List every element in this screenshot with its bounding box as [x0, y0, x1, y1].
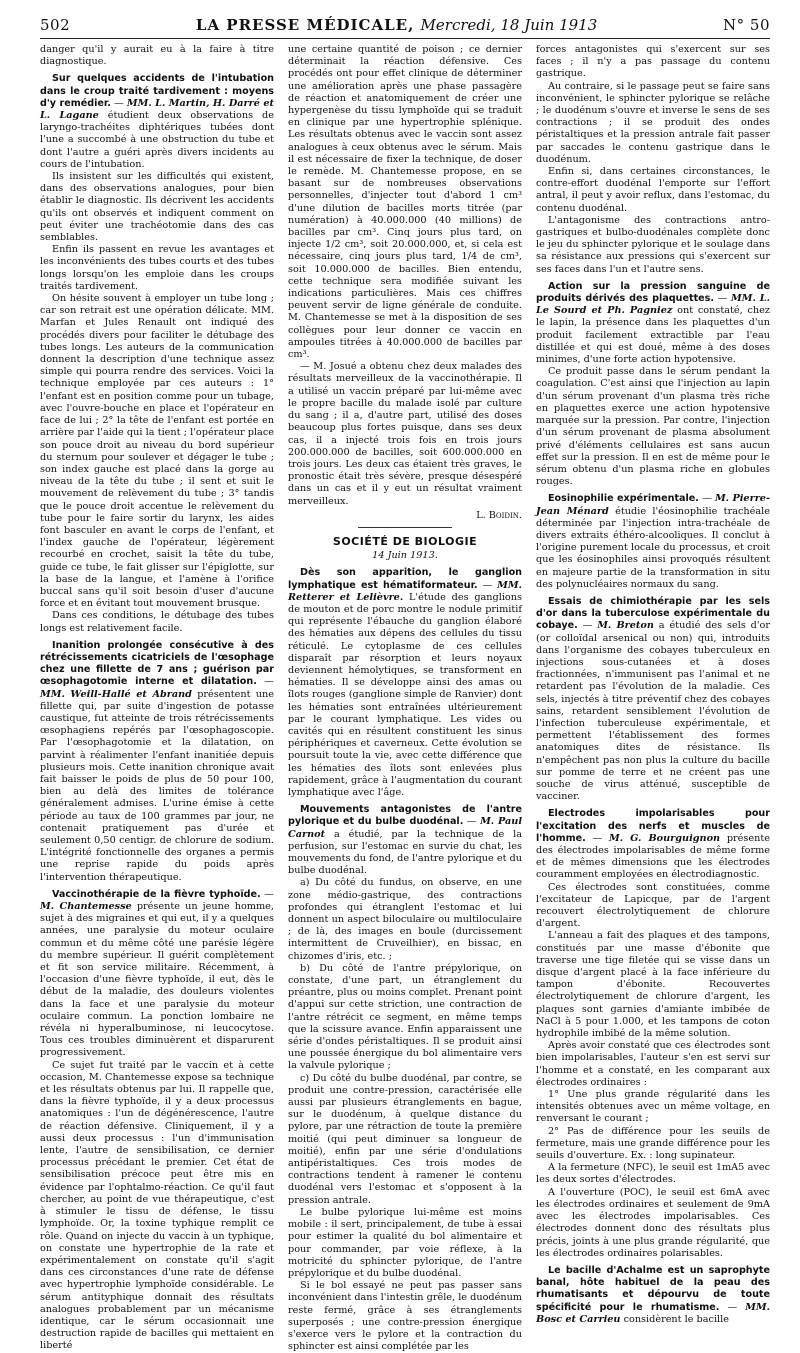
paragraph: Ce produit passe dans le sérum pendant la coagulation. C'est ainsi que l'injection au lapin d'un sérum provenant d'un plasma très riche en plaquettes exerce une action hypotensive marquée sur la pression. Par contre, l'injection d'un sérum provenant de plasma absolument privé d'éléments cellulaires est sans aucun effet sur la pression. Il en est de même pour le sérum obtenu d'un plasma riche en globules rouges.	[536, 366, 770, 488]
article-title: Action sur la pression sanguine de produits dérivés des plaquettes.	[536, 280, 770, 305]
paragraph: Dans ces conditions, le détubage des tubes longs est relativement facile.	[40, 610, 274, 634]
page-header	[40, 16, 770, 39]
list-item: A la fermeture (NFC), le seuil est 1mA5 avec les deux sortes d'électrodes.	[536, 1162, 770, 1186]
article-title: Vaccinothérapie de la fièvre typhoïde.	[52, 888, 261, 900]
findings-list	[536, 1089, 770, 1260]
paragraph: forces antagonistes qui s'exercent sur ses faces ; il n'y a pas passage du contenu gastrique.	[536, 44, 770, 80]
paragraph: a étudié, par la technique de la perfusion, sur l'estomac en survie du chat, les mouvements du fond, de l'antre pylorique et du bulbe duodénal.	[288, 828, 522, 877]
paragraph: Ils insistent sur les difficultés qui existent, dans des observations analogues, pour bien établir le diagnostic. Ils décrivent les accidents qu'ils ont observés et indiquent comment on peut éviter une trachéotomie dans des cas semblables.	[40, 171, 274, 244]
article-intubation: Sur quelques accidents de l'intubation dans le croup traité tardivement : moyens d'y remédier. — MM. L. Martin, H. Darré et L. Lagane étudient deux observations de laryngo-trachéites diphtériques tubées dont l'une a succombé à une obstruction du tube et dont l'autre a guéri après divers incidents au cours de l'intubation.	[40, 73, 274, 170]
paragraph: étudie l'éosinophilie trachéale déterminée par l'injection intra-trachéale de divers extraits éthéro-alcooliques. Il conclut à l'origine purement locale du processus, et croit que les éosinophiles ainsi provoqués résultent en majeure partie de la transformation in situ des polynucléaires normaux du sang.	[536, 505, 770, 590]
paragraph: L'anneau a fait des plaques et des tampons, constitués par une masse d'ébonite que traverse une tige filetée qui se visse dans un disque d'argent placé à la face inférieure du tampon d'ébonite. Recouvertes électrolytiquement de chlorure d'argent, les plaques sont garnies d'amiante imbibée de NaCl à 5 pour 1.000, et les tampons de coton hydrophile imbibé de la même solution.	[536, 930, 770, 1040]
list-item: 1° Une plus grande régularité dans les intensités obtenues avec un même voltage, en renversant le courant ;	[536, 1089, 770, 1125]
article-title: Mouvements antagonistes de l'antre pylorique et du bulbe duodénal.	[288, 804, 522, 828]
article-title: Essais de chimiothérapie par les sels d'or dans la tuberculose expérimentale du cobaye.	[536, 595, 770, 632]
paragraph: Ces électrodes sont constituées, comme l'excitateur de Lapicque, par de l'argent recouvert électrolytiquement de chlorure d'argent.	[536, 881, 770, 930]
paragraph: présente un jeune homme, sujet à des migraines et qui eut, il y a quelques années, une paralysie du moteur oculaire commun et du même côté une parésie légère du membre supérieur. Il guérit complètement et fit son service militaire. Récemment, à l'occasion d'une fièvre typhoïde, il eut, dès le début de la maladie, des douleurs violentes dans la face et une paralysie du moteur oculaire commun. La ponction lombaire ne révéla ni hyperalbuminose, ni leucocytose. Tous ces troubles diminuèrent et disparurent progressivement.	[40, 901, 274, 1059]
article-title: Le bacille d'Achalme est un saprophyte banal, hôte habituel de la peau des rhumatisants et dépourvu de toute spécificité pour le rhumatisme.	[536, 1264, 770, 1313]
article-eosinophilie: Eosinophilie expérimentale. — M. Pierre-Jean Ménard étudie l'éosinophilie trachéale déterminée par l'injection intra-trachéale de divers extraits éthéro-alcooliques. Il conclut à l'origine purement locale du processus, et croit que les éosinophiles ainsi provoqués résultent en majeure partie de la transformation in situ des polynucléaires normaux du sang.	[536, 493, 770, 590]
paragraph: Après avoir constaté que ces électrodes sont bien impolarisables, l'auteur s'en est servi sur l'homme et a constaté, en les comparant aux électrodes ordinaires :	[536, 1040, 770, 1088]
paragraph: considèrent le bacille	[623, 1313, 729, 1325]
article-authors: MM. L. Le Sourd et Ph. Pagniez	[536, 293, 770, 317]
divider	[358, 527, 452, 528]
paragraph: Enfin si, dans certaines circonstances, le contre-effort duodénal l'emporte sur l'effort antral, il peut y avoir reflux, dans l'estomac, du contenu duodénal.	[536, 166, 770, 214]
page-number: 502	[40, 16, 71, 34]
column-left	[40, 44, 274, 1352]
article-authors: MM. Weill-Hallé et Abrand	[40, 688, 192, 700]
column-middle	[288, 44, 522, 1353]
paragraph: Ce sujet fut traité par le vaccin et à cette occasion, M. Chantemesse expose sa technique et les résultats obtenus par lui. Il rappelle que, dans la fièvre typhoïde, il y a deux processus anatomiques : l'un de dégénérescence, l'autre de réaction défensive. Cliniquement, il y a aussi deux processus : l'un d'immunisation lente, l'autre de sensibilisation, ce dernier processus précédant le premier. Cet état de sensibilisation précoce peut être mis en évidence par l'ophtalmo-réaction. Ce qu'il faut chercher, au point de vue thérapeutique, c'est à stimuler le tissu de défense, le tissu lymphoïde. Or, la toxine typhique remplit ce rôle. Quand on injecte du vaccin à un typhique, on constate une hypertrophie de la rate et expérimentalement on constate qu'il s'agit dans ces circonstances d'une rate de défense avec hypertrophie lymphoïde considérable. Le sérum antityphique donnait des résultats analogues probablement par un mécanisme identique, car le sérum occasionnait une destruction rapide de bacilles qui mettaient en liberté	[40, 1059, 274, 1352]
paragraph: Le bulbe pylorique lui-même est moins mobile : il sert, principalement, de tube à essai pour estimer la qualité du bol alimentaire et pour commander, par voie réflexe, à la motricité du sphincter pylorique, de l'antre prépylorique et du bulbe duodénal.	[288, 1206, 522, 1279]
article-plaquettes: Action sur la pression sanguine de produits dérivés des plaquettes. — MM. L. Le Sourd et Ph. Pagniez ont constaté, chez le lapin, la présence dans les plaquettes d'un produit facilement extractible par l'eau distillée et qui est doué, même à des doses minimes, d'une forte action hypotensive.	[536, 280, 770, 366]
text-columns	[40, 44, 770, 1353]
article-authors: M. Breton	[597, 620, 654, 632]
paragraph: L'antagonisme des contractions antro-gastriques et bulbo-duodénales complète donc le jeu du sphincter pylorique et le soulage dans sa résistance aux pressions qui s'exercent sur ses faces dans l'un et l'autre sens.	[536, 214, 770, 275]
paragraph: a) Du côté du fundus, on observe, en une zone médio-gastrique, des contractions profondes qui étranglent l'estomac et lui donnent un aspect biloculaire ou multiloculaire ; de là, des images en boule (durcissement intermittent de Cruveilhier), en bissac, en chizomes d'iris, etc. ;	[288, 877, 522, 962]
article-ganglion: Dès son apparition, le ganglion lymphatique est hématiformateur. — MM. Retterer et Lelièvre. L'étude des ganglions de mouton et de porc montre le nodule primitif qui représente l'ébauche du ganglion élaboré des hématies aux dépens des cellules du tissu réticulé. Le cytoplasme de ces cellules disparaît par résorption et leurs noyaux deviennent hémolytiques, se transforment en hématies. Il se développe ainsi des amas ou îlots rouges (ganglione simple de Ranvier) dont les hématies sont entraînées ultérieurement par le courant lymphatique. Les vides ou cavités qui en résultent constituent les sinus périphériques et caverneux. Cette évolution se poursuit toute la vie, avec cette différence que les hématies des îlots sont enlevées plus rapidement, grâce à l'augmentation du courant lymphatique avec l'âge.	[288, 567, 522, 798]
paragraph: ont constaté, chez le lapin, la présence dans les plaquettes d'un produit facilement extractible par l'eau distillée et qui est doué, même à des doses minimes, d'une forte action hypotensive.	[536, 305, 770, 366]
article-title: Inanition prolongée consécutive à des rétrécissements cicatriciels de l'œsophage chez une fillette de 7 ans ; guérison par œsophagotomie interne et dilatation.	[40, 639, 274, 688]
article-inanition: Inanition prolongée consécutive à des rétrécissements cicatriciels de l'œsophage chez une fillette de 7 ans ; guérison par œsophagotomie interne et dilatation. — MM. Weill-Hallé et Abrand présentent une fillette qui, par suite d'ingestion de potasse caustique, fut atteinte de trois rétrécissements œsophagiens repérés par l'œsophagoscopie. Par l'œsophagotomie et la dilatation, on parvint à réalimenter l'enfant inanitiée depuis plusieurs mois. Cette inanition chronique avait fait baisser le poids de plus de 50 pour 100, bien au delà des limites de tolérance généralement admises. L'urine émise à cette période au taux de 100 grammes par jour, ne contenait pratiquement pas d'urée et seulement 0,50 centigr. de chlorure de sodium. L'intégrité fonctionnelle des organes a permis une reprise rapide du poids après l'intervention thérapeutique.	[40, 639, 274, 883]
section-date: 14 Juin 1913.	[372, 550, 438, 562]
journal-title: LA PRESSE MÉDICALE,	[195, 16, 415, 34]
article-authors: M. Paul Carnot	[288, 816, 522, 840]
paragraph: une certaine quantité de poison ; ce dernier déterminait la réaction défensive. Ces procédés ont pour effet clinique de déterminer une amélioration après une phase passagère de réaction et anatomiquement de créer une hypergenèse du tissu lymphoïde qui se traduit en clinique par une hypertrophie splénique. Les résultats obtenus avec le vaccin sont assez analogues à ceux obtenus avec le sérum. Mais il est nécessaire de fixer la technique, de doser le remède. M. Chantemesse propose, en se basant sur de nombreuses observations personnelles, d'injecter tout d'abord 1 cm³ d'une dilution de bacilles morts titrée (par numération) à 40.000.000 (40 millions) de bacilles par cm³. Cinq jours plus tard, on injecte 1/2 cm³, soit 20.000.000, et, si cela est nécessaire, cinq jours plus tard, 1/4 de cm³, soit 10.000.000 de bacilles. Bien entendu, cette technique sera modifiée suivant les indications particulières. Mais ces chiffres peuvent servir de ligne générale de conduite. M. Chantemesse se met à la disposition de ses collègues pour leur donner ce vaccin en ampoules titrées à 40.000.000 de bacilles par cm³.	[288, 44, 522, 361]
paragraph: étudient deux observations de laryngo-trachéites diphtériques tubées dont l'une a succombé à une obstruction du tube et dont l'autre a guéri après divers incidents au cours de l'intubation.	[40, 110, 274, 170]
paragraph: On hésite souvent à employer un tube long ; car son retrait est une opération délicate. MM. Marfan et Jules Renault ont indiqué des procédés divers pour faciliter le détubage des tubes longs. Les auteurs de la communication donnent la description d'une technique assez simple qui pourra rendre des services. Voici la technique employée par ces auteurs : 1° l'enfant est en position comme pour un tubage, avec l'ouvre-bouche en place et l'opérateur en face de lui ; 2° la tête de l'enfant est portée en arrière par l'aide qui la tient ; l'opérateur place son pouce droit au niveau du bord supérieur du sternum pour soulever et dégager le tube ; son index gauche est placé dans la gorge au niveau de la tête du tube ; il sent et suit le mouvement de relèvement du tube ; 3° tandis que le pouce droit accentue le relèvement du tube pour le faire sortir du larynx, les aides font basculer en avant le corps de l'enfant, et l'index gauche de l'opérateur, légèrement recourbé en crochet, saisit la tête du tube, guide ce tube, le fait glisser sur l'épiglotte, sur la base de la langue, et l'amène à l'orifice buccal sans qu'il soit besoin d'user d'aucune force et en évitant tout mouvement brusque.	[40, 293, 274, 610]
article-vaccinotherapie: Vaccinothérapie de la fièvre typhoïde. — M. Chantemesse présente un jeune homme, sujet à des migraines et qui eut, il y a quelques années, une paralysie du moteur oculaire commun et du même côté une parésie légère du membre supérieur. Il guérit complètement et fit son service militaire. Récemment, à l'occasion d'une fièvre typhoïde, il eut, dès le début de la maladie, des douleurs violentes dans la face et une paralysie du moteur oculaire commun. La ponction lombaire ne révéla ni hyperalbuminose, ni leucocytose. Tous ces troubles diminuèrent et disparurent progressivement.	[40, 888, 274, 1059]
article-authors: M. G. Bourguignon	[608, 832, 721, 844]
paragraph: b) Du côté de l'antre prépylorique, on constate, d'une part, un étranglement du préantre, plus ou moins complet. Prenant point d'appui sur cette striction, une contraction de l'antre rétrécit ce segment, en même temps que la scissure avance. Enfin apparaissent une série d'ondes péristaltiques. Il se produit ainsi une poussée énergique du bol alimentaire vers la valvule pylorique ;	[288, 962, 522, 1072]
paragraph: danger qu'il y aurait eu à la faire à titre diagnostique.	[40, 44, 274, 68]
list-item: 2° Pas de différence pour les seuils de fermeture, mais une grande différence pour les seuils d'ouverture. Ex. : long supinateur.	[536, 1125, 770, 1162]
article-authors: MM. Bosc et Carrieu	[536, 1301, 770, 1325]
article-sels-or: Essais de chimiothérapie par les sels d'or dans la tuberculose expérimentale du cobaye. — M. Breton a étudié des sels d'or (or colloïdal arsenical ou non) qui, introduits dans l'organisme des cobayes tuberculeux en injections sous-cutanées et à doses fractionnées, n'immunisent pas l'animal et ne retardent pas l'évolution de la maladie. Ces sels, injectés à titre préventif chez des cobayes sains, retardent sensiblement l'évolution de l'infection tuberculeuse expérimentale, et permettent l'établissement des formes anatomiques dites de résistance. Ils n'empêchent pas non plus la culture du bacille sur pomme de terre et ne créent pas une souche de virus atténué, susceptible de vacciner.	[536, 595, 770, 803]
paragraph: c) Du côté du bulbe duodénal, par contre, se produit une contre-pression, caractérisée elle aussi par plusieurs étranglements en bague, sur le duodénum, à quelque distance du pylore, par une rétraction de toute la première moitié (qui peut diminuer sa longueur de moitié), enfin par une série d'ondulations antipéristaltiques. Ces trois modes de contractions tendent à ramener le contenu duodénal vers l'estomac et s'opposent à la pression antrale.	[288, 1072, 522, 1206]
article-title: Dès son apparition, le ganglion lymphatique est hématiformateur.	[288, 567, 522, 591]
article-authors: MM. Retterer et Lelièvre.	[288, 579, 522, 603]
article-bacille-achalme: Le bacille d'Achalme est un saprophyte banal, hôte habituel de la peau des rhumatisants et dépourvu de toute spécificité pour le rhumatisme. — MM. Bosc et Carrieu considèrent le bacille	[536, 1264, 770, 1325]
paragraph: Enfin ils passent en revue les avantages et les inconvénients des tubes courts et des tubes longs lorsqu'on les emploie dans les croups traités tardivement.	[40, 244, 274, 292]
article-authors: MM. L. Martin, H. Darré et L. Lagane	[40, 97, 274, 122]
article-title: Sur quelques accidents de l'intubation dans le croup traité tardivement : moyens d'y remédier.	[40, 73, 274, 109]
paragraph: présente des électrodes impolarisables de même forme et de mêmes dimensions que les électrodes couramment employées en électrodiagnostic.	[536, 832, 770, 881]
paragraph: présentent une fillette qui, par suite d'ingestion de potasse caustique, fut atteinte de trois rétrécissements œsophagiens repérés par l'œsophagoscopie. Par l'œsophagotomie et la dilatation, on parvint à réalimenter l'enfant inanitiée depuis plusieurs mois. Cette inanition chronique avait fait baisser le poids de plus de 50 pour 100, bien au delà des limites de tolérance généralement admises. L'urine émise à cette période au taux de 100 grammes par jour, ne contenait pratiquement pas d'urée et seulement 0,50 centigr. de chlorure de sodium. L'intégrité fonctionnelle des organes a permis une reprise rapide du poids après l'intervention thérapeutique.	[40, 688, 274, 883]
article-antre-pylorique: Mouvements antagonistes de l'antre pylorique et du bulbe duodénal. — M. Paul Carnot a étudié, par la technique de la perfusion, sur l'estomac en survie du chat, les mouvements du fond, de l'antre pylorique et du bulbe duodénal.	[288, 804, 522, 877]
article-authors: M. Chantemesse	[40, 901, 132, 913]
paragraph: Si le bol essayé ne peut pas passer sans inconvénient dans l'intestin grêle, le duodénum reste fermé, grâce à ses étranglements superposés ; une contre-pression énergique s'exerce vers le pylore et la contraction du sphincter est ainsi complétée par les	[288, 1280, 522, 1353]
journal-masthead	[196, 16, 597, 34]
signature: L. Boidin.	[476, 509, 522, 521]
issue-number: N° 50	[723, 16, 770, 34]
article-title: Eosinophilie expérimentale.	[548, 493, 699, 505]
paragraph: a étudié des sels d'or (or colloïdal arsenical ou non) qui, introduits dans l'organisme des cobayes tuberculeux en injections sous-cutanées et à doses fractionnées, n'immunisent pas l'animal et ne retardent pas l'évolution de la maladie. Ces sels, injectés à titre préventif chez des cobayes sains, retardent sensiblement l'évolution de l'infection tuberculeuse expérimentale, et permettent l'établissement des formes anatomiques dites de résistance. Ils n'empêchent pas non plus la culture du bacille sur pomme de terre et ne créent pas une souche de virus atténué, susceptible de vacciner.	[536, 620, 770, 803]
paragraph: — M. Josué a obtenu chez deux malades des résultats merveilleux de la vaccinothérapie. Il a utilisé un vaccin préparé par lui-même avec le propre bacille du malade isolé par culture du sang ; il a, d'autre part, utilisé des doses beaucoup plus fortes puisque, dans ses deux cas, il a injecté trois fois en trois jours 200.000.000 de bacilles, soit 600.000.000 en trois jours. Les deux cas étaient très graves, le pronostic était très sévère, presque désespéré dans un cas et il y eut un résultat vraiment merveilleux.	[288, 361, 522, 507]
article-electrodes: Electrodes impolarisables pour l'excitation des nerfs et muscles de l'homme. — M. G. Bourguignon présente des électrodes impolarisables de même forme et de mêmes dimensions que les électrodes couramment employées en électrodiagnostic.	[536, 808, 770, 881]
section-title: SOCIÉTÉ DE BIOLOGIE	[332, 534, 478, 548]
article-authors: M. Pierre-Jean Ménard	[536, 493, 770, 517]
column-right	[536, 44, 770, 1325]
paragraph: Au contraire, si le passage peut se faire sans inconvénient, le sphincter pylorique se relâche ; le duodénum s'ouvre et inverse le sens de ses contractions ; il se produit des ondes péristaltiques et la pression antrale fait passer par saccades le contenu gastrique dans le duodénum.	[536, 80, 770, 165]
issue-date: Mercredi, 18 Juin 1913	[420, 16, 598, 34]
article-title: Electrodes impolarisables pour l'excitation des nerfs et muscles de l'homme.	[536, 808, 770, 844]
list-item: A l'ouverture (POC), le seuil est 6mA avec les électrodes ordinaires et seulement de 9mA avec les électrodes impolarisables. Ces électrodes donnent donc des résultats plus précis, joints à une plus grande régularité, que les électrodes ordinaires polarisables.	[536, 1186, 770, 1259]
paragraph: L'étude des ganglions de mouton et de porc montre le nodule primitif qui représente l'ébauche du ganglion élaboré des hématies aux dépens des cellules du tissu réticulé. Le cytoplasme de ces cellules disparaît par résorption et leurs noyaux deviennent hémolytiques, se transforment en hématies. Il se développe ainsi des amas ou îlots rouges (ganglione simple de Ranvier) dont les hématies sont entraînées ultérieurement par le courant lymphatique. Les vides ou cavités qui en résultent constituent les sinus périphériques et caverneux. Cette évolution se poursuit toute la vie, avec cette différence que les hématies des îlots sont enlevées plus rapidement, grâce à l'augmentation du courant lymphatique avec l'âge.	[288, 591, 522, 798]
